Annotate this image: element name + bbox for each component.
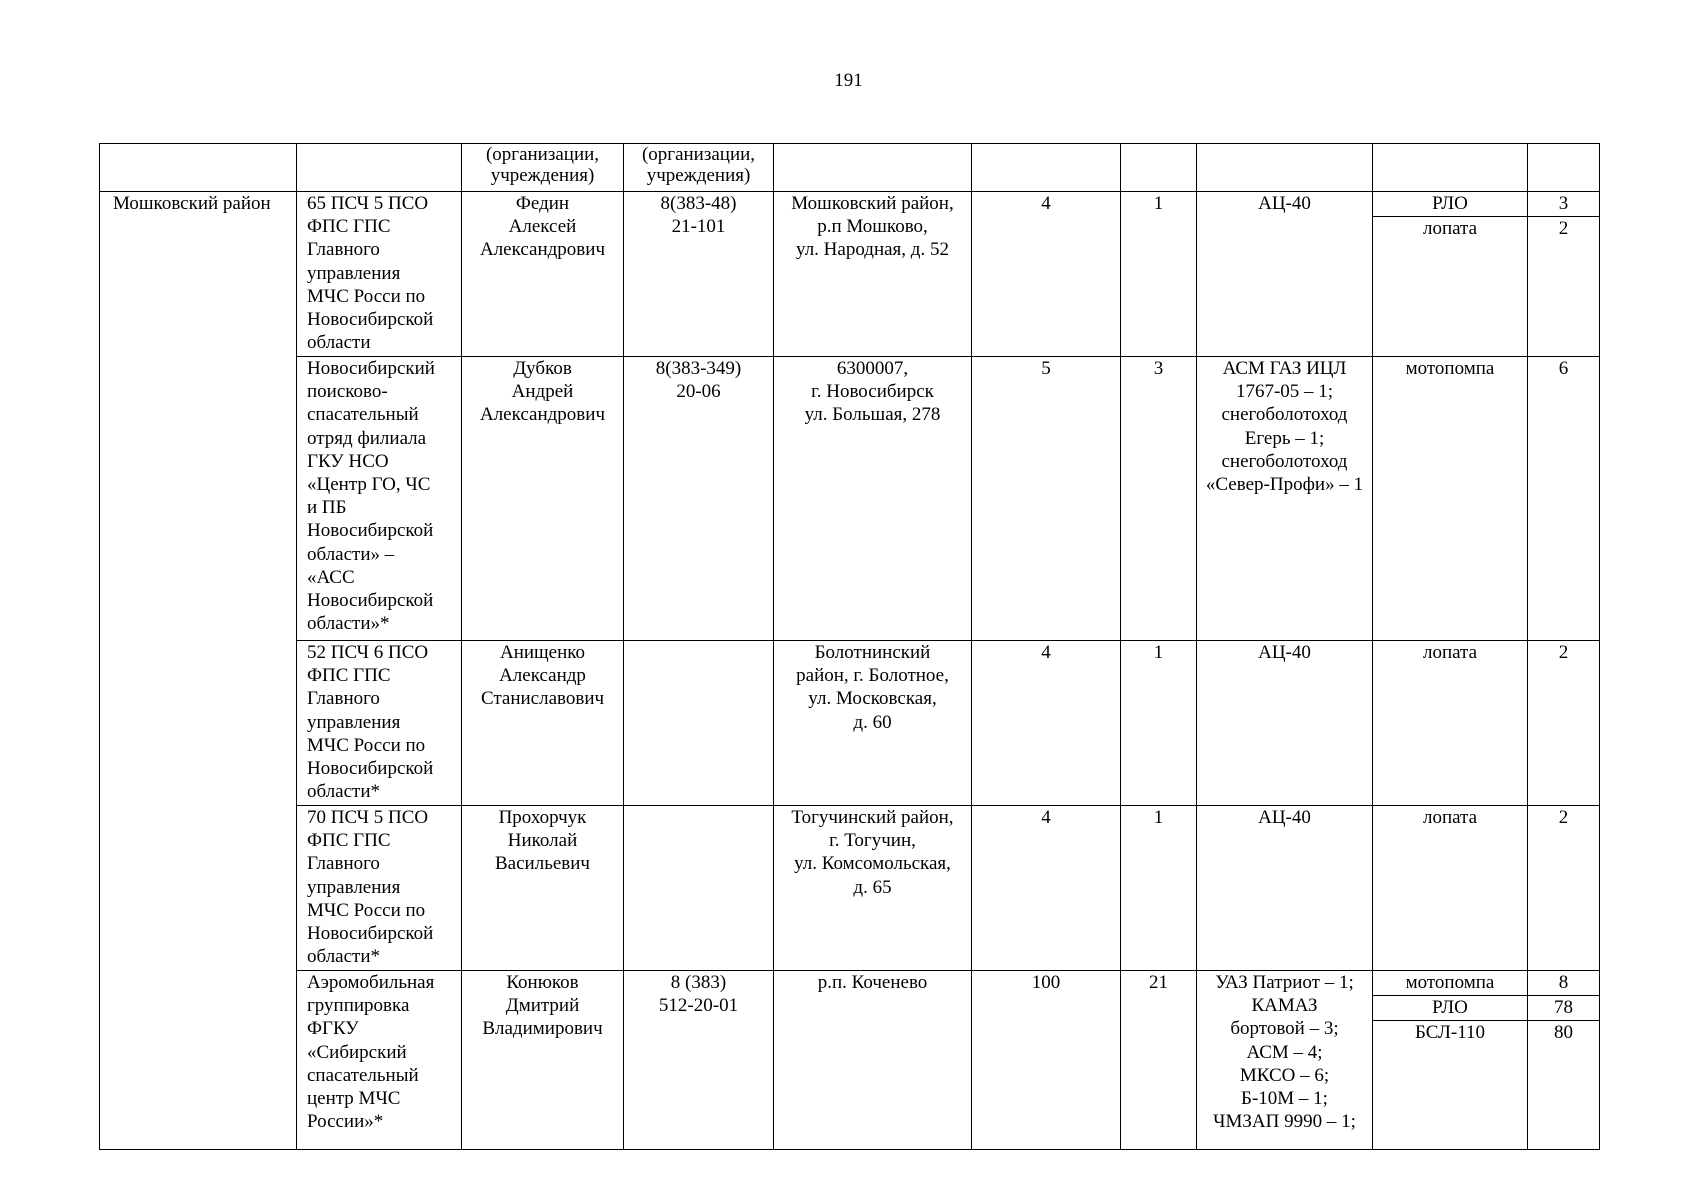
org-line: области	[307, 332, 371, 354]
org-line: 70 ПСЧ 5 ПСО	[307, 807, 429, 828]
phone-cell	[624, 971, 774, 1150]
quantity-cell	[1528, 357, 1600, 641]
quantity-cell	[1528, 971, 1600, 1150]
org-line: «Центр ГО, ЧС	[307, 474, 431, 496]
equipment-qty: 2	[1558, 807, 1569, 828]
org-cell	[297, 192, 462, 357]
header-cell-district	[100, 144, 297, 192]
head-line: Станиславович	[480, 688, 605, 710]
phone-cell	[624, 357, 774, 641]
head-line: Александрович	[479, 404, 606, 426]
org-line: «Сибирский	[307, 1041, 407, 1063]
org-line: МЧС Росси по	[307, 285, 426, 307]
equipment-cell	[1373, 357, 1528, 641]
resources-table	[99, 143, 1600, 1150]
phone-cell	[624, 192, 774, 357]
header-cell-org	[297, 144, 462, 192]
address-line: Болотнинский	[814, 642, 931, 663]
vehicles-cell	[1197, 357, 1373, 641]
org-line: ФПС ГПС	[307, 216, 391, 238]
address-cell	[774, 971, 972, 1150]
vehicles-cell	[1197, 806, 1373, 971]
quantity-cell	[1528, 806, 1600, 971]
org-line: управления	[307, 711, 401, 733]
org-line: России»*	[307, 1111, 384, 1133]
org-line: ФГКУ	[307, 1018, 359, 1040]
header-cell-equipment	[1373, 144, 1528, 192]
org-line: Главного	[307, 688, 380, 710]
header-cell-vehicles	[1197, 144, 1373, 192]
table-row	[100, 192, 1600, 357]
org-cell	[297, 971, 462, 1150]
org-line: области*	[307, 946, 381, 968]
equipment-qty: 3	[1528, 192, 1599, 217]
org-line: ФПС ГПС	[307, 665, 391, 687]
org-line: центр МЧС	[307, 1088, 401, 1110]
head-line: Анищенко	[499, 642, 586, 663]
address-cell	[774, 192, 972, 357]
head-cell	[462, 641, 624, 806]
org-cell	[297, 806, 462, 971]
vehicles-cell	[1197, 971, 1373, 1150]
head-line: Николай	[507, 830, 578, 852]
head-cell	[462, 357, 624, 641]
equipment-qty: 78	[1528, 996, 1599, 1021]
address-line: ул. Большая, 278	[804, 404, 941, 426]
org-line: ГКУ НСО	[307, 450, 389, 472]
equipment-qty: 8	[1528, 971, 1599, 996]
address-line: ул. Народная, д. 52	[796, 239, 949, 261]
personnel-cell: 4	[972, 806, 1121, 971]
address-line: Мошковский район,	[791, 193, 954, 214]
org-line: «АСС	[307, 566, 355, 588]
vehicle-line: «Север-Профи» – 1	[1205, 474, 1364, 496]
address-cell	[774, 641, 972, 806]
header-cell-head: (организации, учреждения)	[462, 144, 624, 192]
vehicle-line: АЦ-40	[1258, 193, 1311, 214]
header-cell-personnel	[972, 144, 1121, 192]
equipment-cell	[1373, 971, 1528, 1150]
org-line: 65 ПСЧ 5 ПСО	[307, 193, 429, 214]
personnel-cell: 4	[972, 192, 1121, 357]
head-line: Васильевич	[495, 853, 590, 875]
header-cell-address	[774, 144, 972, 192]
table-row	[100, 641, 1600, 806]
org-line: МЧС Росси по	[307, 734, 426, 756]
header-cell-units	[1121, 144, 1197, 192]
vehicle-line: Б-10М – 1;	[1241, 1088, 1328, 1110]
org-line: группировка	[307, 995, 410, 1017]
table-row	[100, 357, 1600, 641]
units-cell: 3	[1121, 357, 1197, 641]
equipment-name: РЛО	[1373, 192, 1527, 217]
vehicle-line: КАМАЗ	[1251, 995, 1318, 1017]
org-line: 52 ПСЧ 6 ПСО	[307, 642, 429, 663]
units-cell: 1	[1121, 806, 1197, 971]
equipment-qty: 2	[1558, 642, 1569, 663]
equipment-name: мотопомпа	[1405, 358, 1495, 379]
equipment-name: мотопомпа	[1373, 971, 1527, 996]
vehicle-line: 1767-05 – 1;	[1235, 381, 1334, 403]
vehicle-line: снегоболотоход	[1221, 450, 1348, 472]
head-cell	[462, 971, 624, 1150]
vehicle-line: ЧМЗАП 9990 – 1;	[1213, 1111, 1356, 1133]
org-cell	[297, 641, 462, 806]
org-line: области» –	[307, 543, 395, 565]
address-line: Тогучинский район,	[791, 807, 954, 828]
personnel-cell: 4	[972, 641, 1121, 806]
address-line: д. 60	[853, 711, 892, 733]
phone-line: 8(383-48)	[660, 193, 737, 214]
head-cell	[462, 192, 624, 357]
org-line: управления	[307, 262, 401, 284]
table-row	[100, 806, 1600, 971]
org-line: Новосибирский	[307, 358, 435, 379]
phone-line: 8 (383)	[670, 972, 727, 993]
org-line: Новосибирской	[307, 758, 434, 780]
org-line: ФПС ГПС	[307, 830, 391, 852]
header-cell-qty	[1528, 144, 1600, 192]
org-line: спасательный	[307, 1064, 419, 1086]
org-line: Аэромобильная	[307, 972, 435, 993]
org-line: управления	[307, 876, 401, 898]
head-line: Алексей	[508, 216, 577, 238]
head-line: Дмитрий	[505, 995, 580, 1017]
address-cell	[774, 806, 972, 971]
address-line: район, г. Болотное,	[796, 665, 949, 687]
phone-cell	[624, 641, 774, 806]
phone-cell	[624, 806, 774, 971]
equipment-cell	[1373, 641, 1528, 806]
org-line: Новосибирской	[307, 520, 434, 542]
org-line: Главного	[307, 853, 380, 875]
vehicle-line: АЦ-40	[1258, 642, 1311, 663]
org-line: МЧС Росси по	[307, 899, 426, 921]
equipment-name: БСЛ-110	[1415, 1022, 1485, 1043]
vehicle-line: АЦ-40	[1258, 807, 1311, 828]
vehicle-line: Егерь – 1;	[1244, 427, 1325, 449]
vehicle-line: снегоболотоход	[1221, 404, 1348, 426]
vehicles-cell	[1197, 641, 1373, 806]
phone-line: 21-101	[671, 216, 726, 238]
head-line: Федин	[515, 193, 570, 214]
equipment-qty: 2	[1558, 218, 1569, 239]
org-cell	[297, 357, 462, 641]
head-line: Прохорчук	[498, 807, 587, 828]
address-line: 6300007,	[836, 358, 909, 379]
org-line: Главного	[307, 239, 380, 261]
head-line: Александрович	[479, 239, 606, 261]
units-cell: 21	[1121, 971, 1197, 1150]
address-cell	[774, 357, 972, 641]
vehicle-line: АСМ ГАЗ ИЦЛ	[1222, 358, 1347, 379]
org-line: области»*	[307, 613, 390, 635]
address-line: р.п. Коченево	[817, 972, 928, 993]
head-line: Владимирович	[482, 1018, 603, 1040]
phone-line: 20-06	[676, 381, 721, 403]
quantity-cell	[1528, 192, 1600, 357]
vehicle-line: АСМ – 4;	[1246, 1041, 1323, 1063]
address-line: г. Тогучин,	[829, 830, 916, 852]
quantity-cell	[1528, 641, 1600, 806]
vehicle-line: МКСО – 6;	[1239, 1064, 1330, 1086]
header-cell-phone: (организации, учреждения)	[624, 144, 774, 192]
equipment-qty: 80	[1554, 1022, 1573, 1043]
head-line: Дубков	[513, 358, 572, 379]
head-line: Андрей	[511, 381, 574, 403]
equipment-cell	[1373, 192, 1528, 357]
address-line: ул. Московская,	[808, 688, 937, 710]
vehicle-line: бортовой – 3;	[1230, 1018, 1339, 1040]
org-line: поисково-	[307, 381, 388, 403]
personnel-cell: 5	[972, 357, 1121, 641]
equipment-qty: 6	[1558, 358, 1569, 379]
units-cell: 1	[1121, 641, 1197, 806]
equipment-name: лопата	[1422, 807, 1478, 828]
phone-line: 512-20-01	[658, 995, 739, 1017]
vehicles-cell	[1197, 192, 1373, 357]
header-row	[100, 144, 1600, 192]
page-number: 191	[834, 70, 863, 91]
org-line: отряд филиала	[307, 427, 427, 449]
district-cell: Мошковский район	[100, 192, 297, 1150]
org-line: Новосибирской	[307, 590, 434, 612]
address-line: д. 65	[853, 876, 892, 898]
org-line: и ПБ	[307, 497, 347, 519]
equipment-cell	[1373, 806, 1528, 971]
vehicle-line: УАЗ Патриот – 1;	[1215, 972, 1354, 993]
personnel-cell: 100	[972, 971, 1121, 1150]
address-line: г. Новосибирск	[811, 381, 934, 403]
org-line: спасательный	[307, 404, 419, 426]
address-line: р.п Мошково,	[817, 216, 928, 238]
equipment-name: лопата	[1422, 218, 1478, 239]
org-line: области*	[307, 781, 381, 803]
phone-line: 8(383-349)	[655, 358, 742, 379]
head-cell	[462, 806, 624, 971]
org-line: Новосибирской	[307, 309, 434, 331]
units-cell: 1	[1121, 192, 1197, 357]
address-line: ул. Комсомольская,	[794, 853, 951, 875]
equipment-name: лопата	[1422, 642, 1478, 663]
table-row	[100, 971, 1600, 1150]
org-line: Новосибирской	[307, 923, 434, 945]
equipment-name: РЛО	[1373, 996, 1527, 1021]
head-line: Конюков	[506, 972, 579, 993]
head-line: Александр	[499, 665, 586, 687]
